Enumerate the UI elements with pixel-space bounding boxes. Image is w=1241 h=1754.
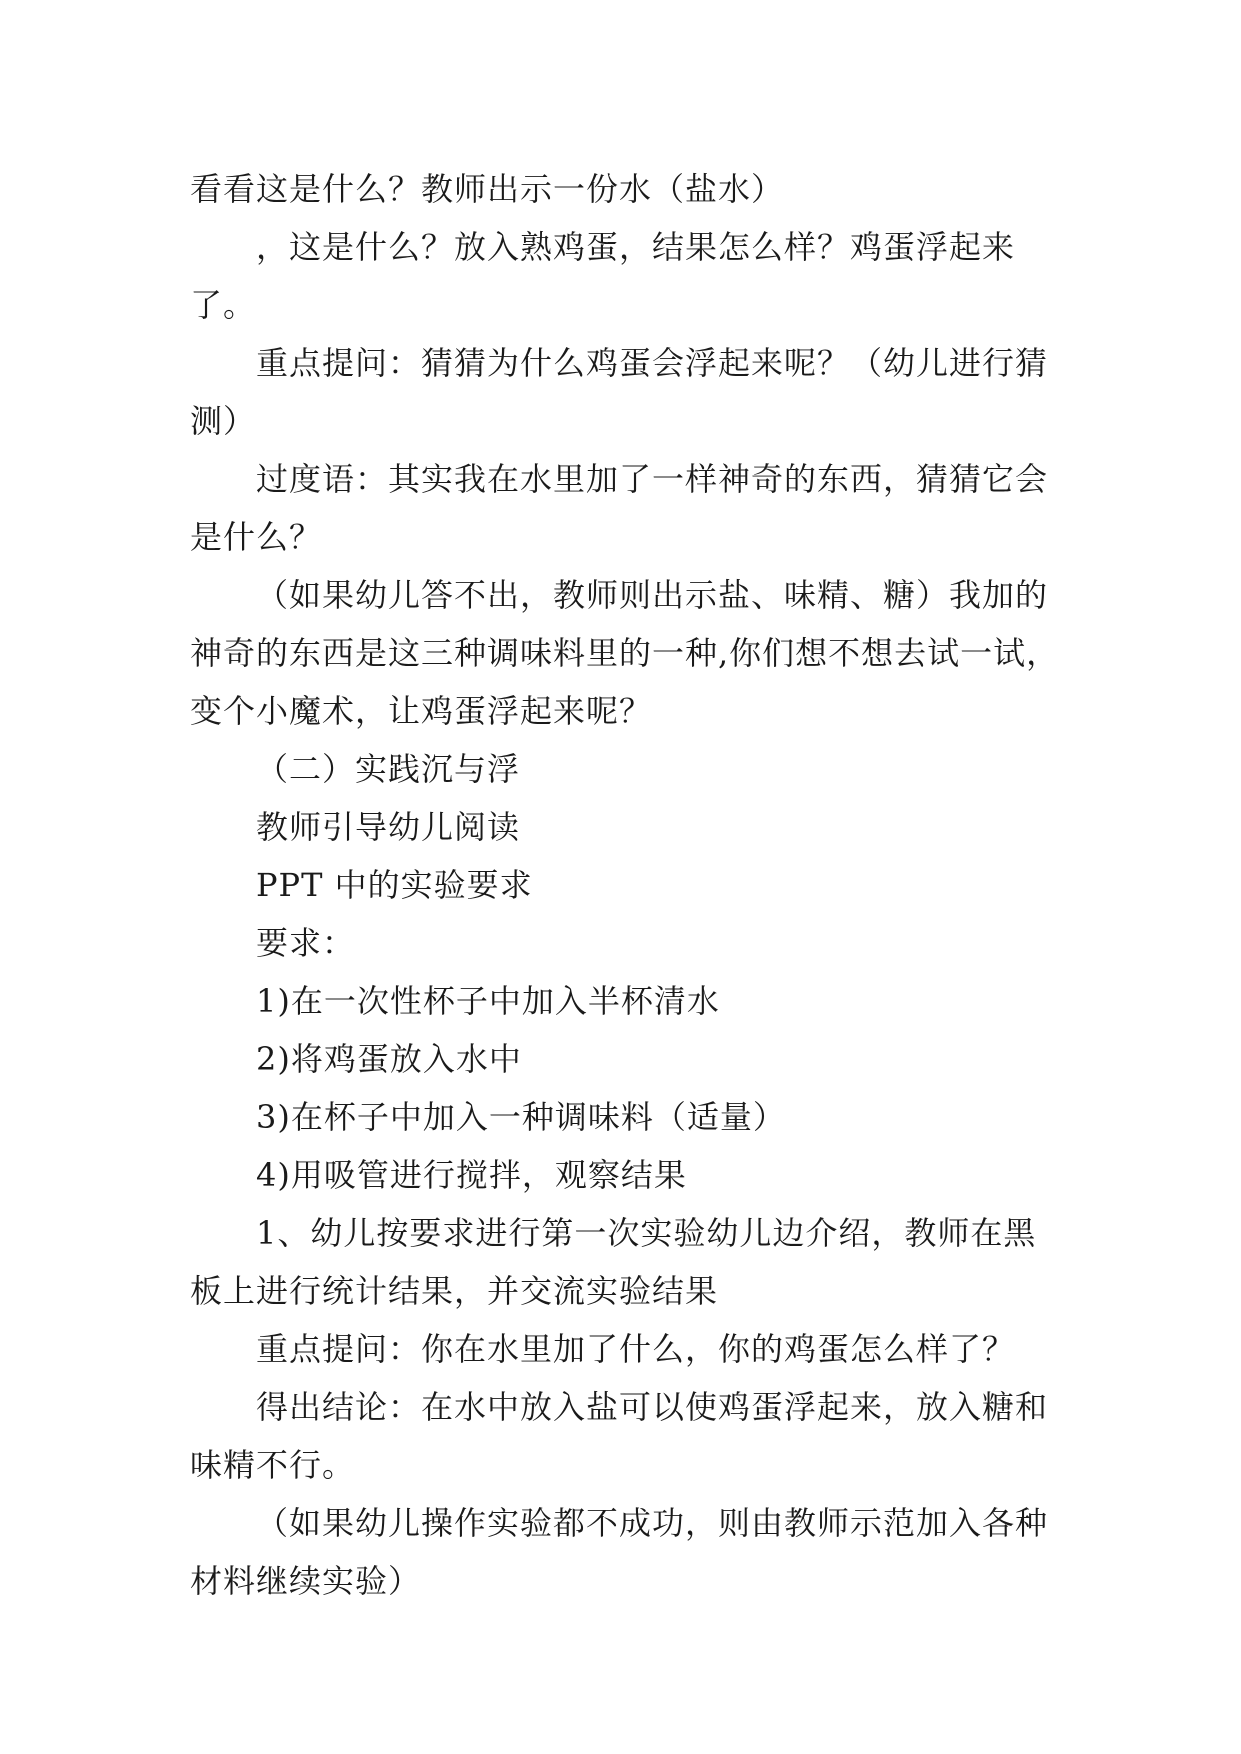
list-item: 1)在一次性杯子中加入半杯清水 (256, 982, 720, 1020)
document-body (190, 160, 1060, 1610)
paragraph: 得出结论：在水中放入盐可以使鸡蛋浮起来，放入糖和味精不行。 (190, 1388, 1049, 1484)
list-item: 4)用吸管进行搅拌，观察结果 (256, 1156, 687, 1194)
paragraph: 重点提问：你在水里加了什么，你的鸡蛋怎么样了？ (256, 1330, 1016, 1368)
paragraph: 看看这是什么？教师出示一份水（盐水） (190, 170, 785, 208)
list-item: 2)将鸡蛋放入水中 (256, 1040, 522, 1078)
paragraph: 教师引导幼儿阅读 (256, 808, 521, 846)
paragraph: ，这是什么？放入熟鸡蛋，结果怎么样？鸡蛋浮起来了。 (190, 228, 1016, 324)
paragraph: 过度语：其实我在水里加了一样神奇的东西，猜猜它会是什么？ (190, 460, 1049, 556)
paragraph: （如果幼儿操作实验都不成功，则由教师示范加入各种材料继续实验） (190, 1504, 1049, 1600)
paragraph: （如果幼儿答不出，教师则出示盐、味精、糖）我加的神奇的东西是这三种调味料里的一种,你们想不想去试一试，变个小魔术，让鸡蛋浮起来呢？ (190, 576, 1060, 730)
paragraph: 1、幼儿按要求进行第一次实验幼儿边介绍，教师在黑板上进行统计结果，并交流实验结果 (190, 1214, 1037, 1310)
requirements-label: 要求： (256, 924, 356, 962)
list-item: 3)在杯子中加入一种调味料（适量） (256, 1098, 786, 1136)
paragraph: PPT 中的实验要求 (256, 866, 533, 904)
section-heading: （二）实践沉与浮 (256, 750, 521, 788)
paragraph: 重点提问：猜猜为什么鸡蛋会浮起来呢？（幼儿进行猜测） (190, 344, 1049, 440)
